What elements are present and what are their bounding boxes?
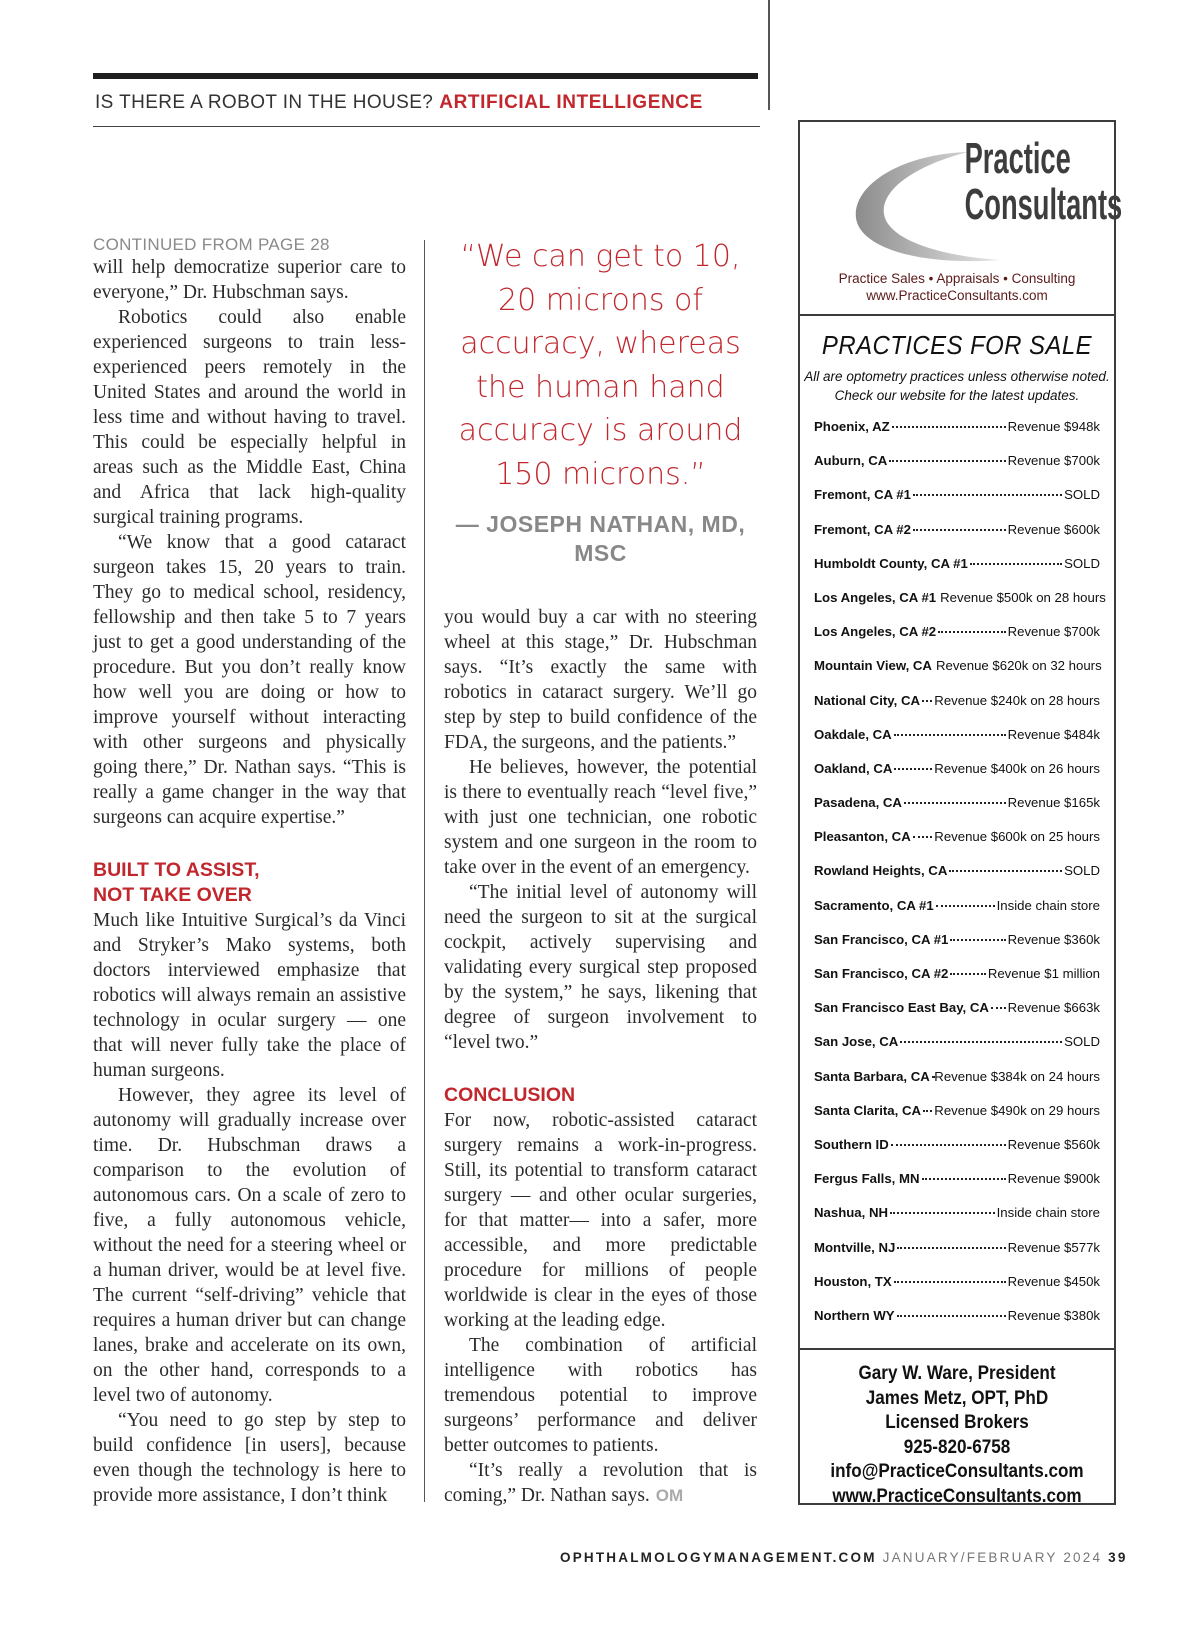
listing-row — [814, 522, 1100, 556]
paragraph: However, they agree its level of autonomy will gradually increase over time. Dr. Hubschman draws a comparison to the evolution of autonomous cars. On a scale of zero to five, a fully autonomous vehicle, without the need for a steering wheel or a human driver, would be at level five. The current “self-driving” vehicle that requires a human driver but can change lanes, brake and accelerate on its own, on the other hand, corresponds to a level two of autonomy. — [93, 1085, 406, 1406]
listing-location: San Francisco, CA #1 — [814, 931, 949, 947]
leader-dots — [913, 529, 1006, 531]
listing-status: Inside chain store — [996, 1205, 1100, 1221]
logo-line: Practice — [964, 134, 1071, 183]
listing-location: Southern ID — [814, 1136, 889, 1152]
listing-location: Fremont, CA #2 — [814, 521, 911, 537]
header-bar — [93, 73, 758, 79]
leader-dots — [894, 768, 932, 770]
tagline-services: Practice Sales • Appraisals • Consulting — [838, 271, 1076, 286]
listing-row — [814, 624, 1100, 658]
article-column-1 — [93, 235, 406, 1508]
ad-tagline — [800, 270, 1114, 304]
listing-location: Houston, TX — [814, 1273, 892, 1289]
ad-logo-area — [800, 122, 1123, 316]
listing-row — [814, 1274, 1100, 1308]
listing-location: Montville, NJ — [814, 1239, 896, 1255]
pull-quote-author: — JOSEPH NATHAN, MD, MSC — [455, 511, 746, 566]
listing-row — [814, 1205, 1100, 1239]
running-header — [95, 92, 760, 114]
listing-status: Revenue $900k — [1007, 1171, 1100, 1187]
listing-row — [814, 1137, 1100, 1171]
end-mark: OM — [655, 1486, 684, 1505]
listings — [814, 419, 1106, 1342]
ad-divider — [800, 1348, 1114, 1350]
listing-status: SOLD — [1064, 1034, 1100, 1050]
listing-row — [814, 1308, 1100, 1342]
subhead-conclusion: CONCLUSION — [444, 1084, 576, 1106]
paragraph: For now, robotic-assisted cataract surgery remains a work-in-progress. Still, its potential to transform cataract surgery — and other ocular surgeries, for that matter— into a safer, more accessible, and more predictable procedure for millions of people worldwide is clear in the eyes of those working at the leading edge. — [444, 1110, 757, 1331]
listing-status: Revenue $490k on 29 hours — [934, 1102, 1100, 1118]
page-number: 39 — [1108, 1550, 1128, 1565]
listing-row — [814, 658, 1100, 692]
pull-quote: “We can get to 10, 20 microns of accuracy, whereas the human hand accuracy is around 150 microns.” — [458, 239, 743, 492]
contact-website[interactable]: www.PracticeConsultants.com — [832, 1485, 1082, 1507]
listing-status: Revenue $360k — [1007, 931, 1100, 947]
leader-dots — [970, 563, 1062, 565]
listing-status: SOLD — [1064, 555, 1100, 571]
paragraph: The combination of artificial intelligence with robotics has tremendous potential to improve surgeons’ performance and deliver better outcomes to patients. — [444, 1335, 757, 1456]
contact-partner: James Metz, OPT, PhD — [865, 1387, 1049, 1409]
paragraph: “You need to go step by step to build confidence [in users], because even though the technology is here to provide more assistance, I don’t think — [93, 1410, 406, 1506]
listing-location: Santa Barbara, CA — [814, 1068, 930, 1084]
listing-row — [814, 1171, 1100, 1205]
listing-row — [814, 556, 1100, 590]
listing-location: Oakland, CA — [814, 760, 893, 776]
listing-status: Revenue $700k — [1007, 453, 1100, 469]
listing-status: Revenue $577k — [1007, 1239, 1100, 1255]
listing-location: San Jose, CA — [814, 1034, 899, 1050]
top-divider — [768, 0, 770, 110]
listing-row — [814, 727, 1100, 761]
listing-status: Revenue $663k — [1007, 1000, 1100, 1016]
ad-contact — [800, 1362, 1114, 1509]
listing-row — [814, 898, 1100, 932]
listing-location: Nashua, NH — [814, 1205, 889, 1221]
practice-consultants-ad — [798, 120, 1123, 1507]
practices-for-sale-heading: PRACTICES FOR SALE — [821, 330, 1093, 360]
leader-dots — [932, 1076, 933, 1078]
listing-row — [814, 419, 1100, 453]
logo-line: Consultants — [964, 180, 1123, 229]
listing-row — [814, 932, 1100, 966]
footer-site[interactable]: OPHTHALMOLOGYMANAGEMENT.COM — [560, 1550, 877, 1565]
paragraph: will help democratize superior care to everyone,” Dr. Hubschman says. — [93, 257, 406, 303]
listing-row — [814, 487, 1100, 521]
footer-date: JANUARY/FEBRUARY 2024 — [882, 1550, 1103, 1565]
listing-location: San Francisco, CA #2 — [814, 966, 949, 981]
header-title: IS THERE A ROBOT IN THE HOUSE? — [95, 92, 434, 113]
leader-dots — [892, 426, 1006, 428]
listing-location: Sacramento, CA #1 — [814, 897, 934, 913]
ad-note — [800, 367, 1114, 405]
listing-status: Revenue $948k — [1007, 419, 1100, 434]
listing-location: Rowland Heights, CA — [814, 863, 948, 879]
leader-dots — [913, 494, 1062, 496]
listing-location: Pleasanton, CA — [814, 829, 911, 845]
subhead-line: BUILT TO ASSIST, — [93, 859, 260, 881]
paragraph: He believes, however, the potential is there to eventually reach “level five,” with just one technician, one robotic system and one surgeon in the room to take over in the event of an emergency. — [444, 757, 757, 878]
listing-status: Revenue $1 million — [987, 966, 1100, 981]
listing-location: Pasadena, CA — [814, 795, 902, 811]
listing-status: Revenue $620k on 32 hours — [935, 658, 1102, 674]
leader-dots — [889, 460, 1005, 462]
listing-location: Northern WY — [814, 1307, 895, 1323]
listing-row — [814, 693, 1100, 727]
leader-dots — [891, 1144, 1006, 1146]
tagline-url[interactable]: www.PracticeConsultants.com — [866, 288, 1048, 303]
listing-status: Revenue $384k on 24 hours — [934, 1068, 1100, 1084]
listing-status: Revenue $700k — [1007, 624, 1100, 640]
leader-dots — [894, 1281, 1006, 1283]
listing-status: Revenue $400k on 26 hours — [934, 760, 1100, 776]
listing-status: Revenue $484k — [1007, 726, 1100, 742]
note-line: Check our website for the latest updates. — [834, 388, 1080, 403]
leader-dots — [949, 870, 1062, 872]
header-section: ARTIFICIAL INTELLIGENCE — [439, 92, 703, 113]
logo-title — [964, 134, 1123, 229]
leader-dots — [900, 1041, 1062, 1043]
listing-location: Humboldt County, CA #1 — [814, 555, 968, 571]
subhead-line: NOT TAKE OVER — [93, 884, 252, 906]
header-rule — [93, 126, 760, 127]
contact-email[interactable]: info@PracticeConsultants.com — [830, 1461, 1084, 1483]
listing-location: Los Angeles, CA #2 — [814, 624, 937, 640]
listing-status: Revenue $165k — [1007, 795, 1100, 811]
listing-status: Inside chain store — [996, 897, 1100, 913]
listing-location: San Francisco East Bay, CA — [814, 1000, 989, 1016]
listing-location: National City, CA — [814, 692, 920, 708]
page-footer — [560, 1550, 1128, 1565]
listing-status: Revenue $600k on 25 hours — [934, 829, 1100, 845]
listing-status: Revenue $560k — [1007, 1136, 1100, 1152]
article-column-2 — [444, 605, 757, 1508]
leader-dots — [894, 734, 1006, 736]
listing-row — [814, 761, 1100, 795]
contact-president: Gary W. Ware, President — [858, 1363, 1056, 1385]
listing-row — [814, 1034, 1100, 1068]
leader-dots — [938, 631, 1005, 633]
listing-location: Mountain View, CA — [814, 658, 932, 674]
leader-dots — [913, 836, 933, 838]
listing-status: SOLD — [1064, 863, 1100, 879]
listing-location: Auburn, CA — [814, 453, 888, 469]
listing-row — [814, 1240, 1100, 1274]
paragraph: Much like Intuitive Surgical’s da Vinci and Stryker’s Mako systems, both doctors interviewed emphasize that robotics will always remain an assistive technology in ocular surgery — one that will never fully take the place of human surgeons. — [93, 910, 406, 1081]
paragraph — [444, 1458, 757, 1508]
leader-dots — [923, 1110, 932, 1112]
paragraph: “We know that a good cataract surgeon takes 15, 20 years to train. They go to medical school, residency, fellowship and then take 5 to 7 years just to get a good understanding of the procedure. But you don’t really know how well you are doing or how to improve yourself without interacting with other surgeons and physically going there,” Dr. Nathan says. “This is really a game changer in the way that surgeons can acquire expertise.” — [93, 532, 406, 828]
column-divider — [424, 240, 425, 1502]
listing-location: Oakdale, CA — [814, 726, 892, 742]
listing-row — [814, 795, 1100, 829]
leader-dots — [922, 700, 932, 702]
leader-dots — [991, 1007, 1006, 1009]
listing-location: Los Angeles, CA #1 — [814, 589, 937, 605]
listing-location: Fergus Falls, MN — [814, 1171, 920, 1187]
listing-status: Revenue $450k — [1007, 1273, 1100, 1289]
leader-dots — [904, 802, 1006, 804]
listing-row — [814, 589, 1106, 624]
listing-row — [814, 863, 1100, 897]
contact-role: Licensed Brokers — [885, 1412, 1029, 1434]
listing-location: Fremont, CA #1 — [814, 487, 911, 503]
contact-phone[interactable]: 925-820-6758 — [903, 1436, 1011, 1458]
listing-status: Revenue $500k on 28 hours — [940, 589, 1106, 605]
paragraph: you would buy a car with no steering wheel at this stage,” Dr. Hubschman says. “It’s exactly the same with robotics in cataract surgery. We’ll go step by step to build confidence of the FDA, the surgeons, and the patients.” — [444, 607, 757, 753]
note-line: All are optometry practices unless otherwise noted. — [804, 369, 1110, 384]
listing-status: Revenue $380k — [1007, 1307, 1100, 1323]
leader-dots — [936, 905, 995, 907]
listing-row — [814, 1069, 1100, 1103]
listing-row — [814, 453, 1100, 487]
leader-dots — [922, 1178, 1006, 1180]
listing-status: Revenue $600k — [1007, 521, 1100, 537]
leader-dots — [890, 1212, 995, 1214]
leader-dots — [897, 1315, 1006, 1317]
listing-row — [814, 966, 1100, 1000]
leader-dots — [950, 939, 1005, 941]
listing-location: Phoenix, AZ — [814, 419, 890, 434]
continued-note: CONTINUED FROM PAGE 28 — [93, 235, 330, 254]
paragraph: Robotics could also enable experienced surgeons to train less-experienced peers remotely in the United States and around the world in less time and without having to travel. This could be especially helpful in areas such as the Middle East, China and Africa that lack high-quality surgical training programs. — [93, 307, 406, 528]
subhead-built-to-assist — [93, 858, 406, 908]
leader-dots — [897, 1247, 1005, 1249]
listing-row — [814, 1000, 1100, 1034]
listing-location: Santa Clarita, CA — [814, 1102, 921, 1118]
leader-dots — [950, 973, 985, 975]
listing-row — [814, 829, 1100, 863]
listing-row — [814, 1103, 1100, 1137]
last-paragraph-text: “It’s really a revolution that is coming,” Dr. Nathan says. — [444, 1460, 757, 1506]
listing-status: Revenue $240k on 28 hours — [934, 692, 1100, 708]
paragraph: “The initial level of autonomy will need the surgeon to sit at the surgical cockpit, actively supervising and validating every surgical step proposed by the system,” he says, likening that degree of surgeon involvement to “level two.” — [444, 882, 757, 1053]
listing-status: SOLD — [1064, 487, 1100, 503]
